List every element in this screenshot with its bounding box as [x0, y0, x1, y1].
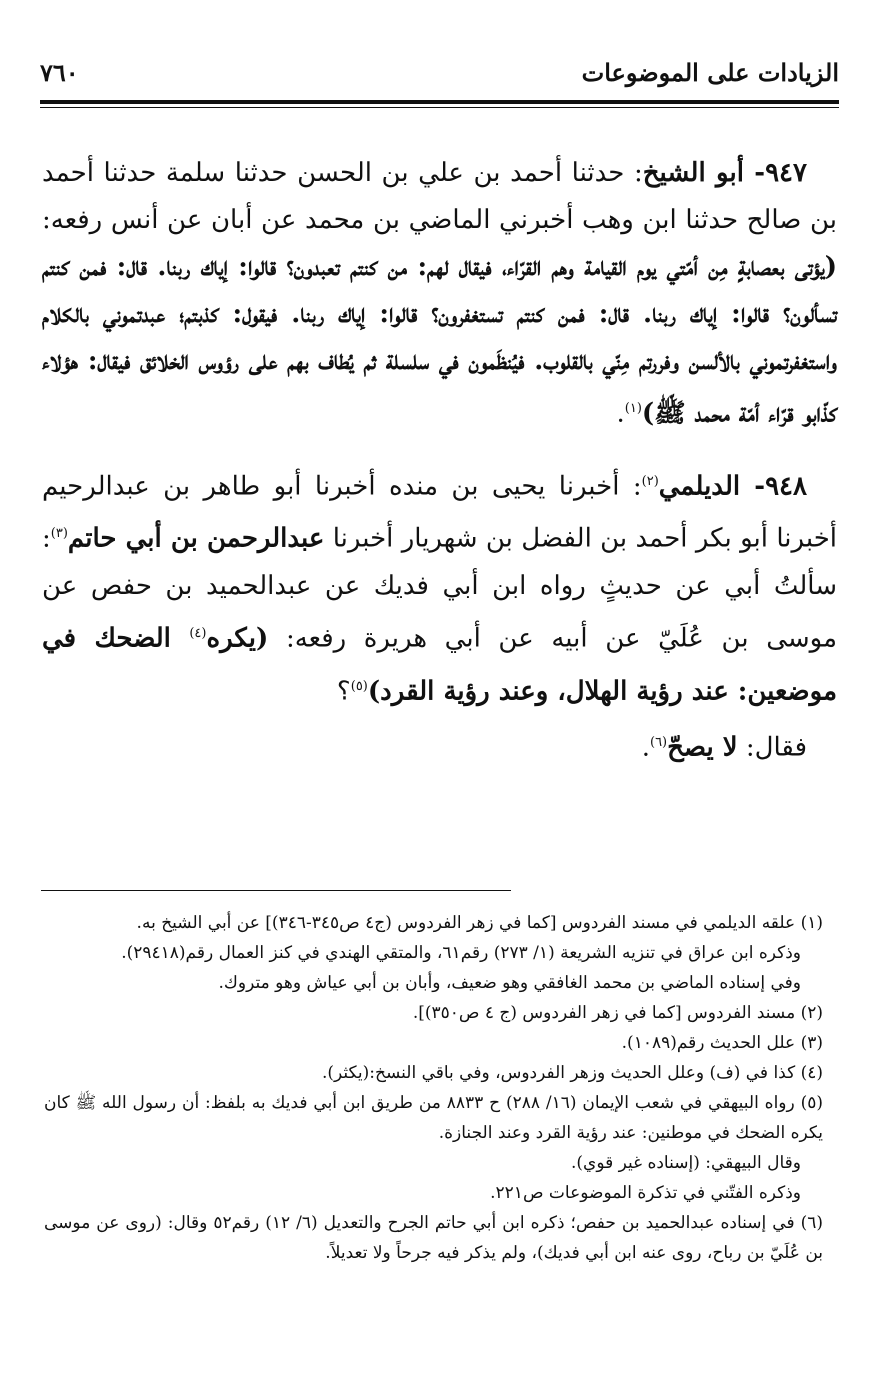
hadith-text-open: (يكره — [206, 623, 269, 654]
footnote-6: (٦) في إسناده عبدالحميد بن حفص؛ ذكره ابن أبي حاتم الجرح والتعديل (٦/ ١٢) رقم٥٢ وقال: (روى عن موسى بن عُلَيّ بن رباح، روى عنه ابن أبي فديك)، ولم يذكر فيه جرحاً ولا تعديلاً. — [44, 1213, 823, 1263]
page-number: ٧٦٠ — [40, 57, 79, 87]
footnote-ref: (٦) — [649, 735, 668, 751]
answer-text: لا يصحّ — [667, 732, 738, 763]
entry-947: ٩٤٧- أبو الشيخ: حدثنا أحمد بن علي بن الحسن حدثنا سلمة حدثنا أحمد بن صالح حدثنا ابن وهب أخبرني الماضي بن محمد عن أبان عن أنس رفعه: (يؤتى بعصابةٍ مِن أمّتي يوم القيامة وهم القرّاء، فيقال لهم: من كنتم تعبدون؟ قالوا: إياك ربنا. قال: فمن كنتم تسألون؟ قالوا: إياك ربنا. قال: فمن كنتم تستغفرون؟ قالوا: إياك ربنا. فيقول: كذبتم؛ عبدتموني بالكلام واستغفرتموني بالألسن وفررتم مِنّي بالقلوب. فيُنظَمون في سلسلة ثم يُطاف بهم على رؤوس الخلائق فيقال: هؤلاء كذّابو قرّاء أمّة محمد ﷺ)$^{(١)}$. — [42, 158, 837, 429]
footnote-3: (٣) علل الحديث رقم(١٠٨٩). — [621, 1033, 823, 1053]
main-text — [42, 150, 837, 792]
footnote-5-line: وذكره الفتّني في تذكرة الموضوعات ص٢٢١. — [490, 1183, 801, 1203]
footnote-1-line: وذكره ابن عراق في تنزيه الشريعة (١/ ٢٧٣) رقم٦١، والمتقي الهندي في كنز العمال رقم(٢٩٤١٨). — [121, 943, 801, 963]
entry-source: أبو الشيخ — [642, 158, 744, 188]
footnote-ref: (٢) — [641, 473, 659, 489]
entry-948: ٩٤٨- الديلمي$^{(٢)}$: أخبرنا يحيى بن منده أخبرنا أبو طاهر بن عبدالرحيم أخبرنا أبو بكر أحمد بن الفضل بن شهريار أخبرنا عبدالرحمن بن أبي حاتم$^{(٣)}$: سألتُ أبي عن حديثٍ رواه ابن أبي فديك عن عبدالحميد بن حفص عن موسى بن عُلَيّ عن أبيه عن أبي هريرة رفعه: (يكره$^{(٤)}$ الضحك في موضعين: عند رؤية الهلال، وعند رؤية القرد)$^{(٥)}$؟ — [42, 471, 838, 707]
footnote-5-line: وقال البيهقي: (إسناده غير قوي). — [570, 1153, 801, 1173]
footnote-1: (١) علقه الديلمي في مسند الفردوس [كما في زهر الفردوس (ج٤ ص٣٤٥-٣٤٦)] عن أبي الشيخ به. — [136, 913, 823, 933]
entry-number: ٩٤٧ — [765, 158, 807, 188]
isnad-chain: : حدثنا أحمد بن علي بن الحسن حدثنا سلمة حدثنا أحمد بن صالح حدثنا ابن وهب أخبرني الماضي بن محمد عن أبان عن أنس رفعه: — [42, 158, 837, 235]
page-header — [40, 52, 839, 92]
footnote-rule — [41, 890, 511, 891]
footnotes — [44, 908, 823, 1268]
footnote-ref: (١) — [624, 401, 642, 416]
entry-source: الديلمي — [658, 471, 741, 502]
answer-prefix: فقال: — [737, 732, 807, 763]
authority-name: عبدالرحمن بن أبي حاتم — [67, 523, 325, 554]
footnote-5: (٥) رواه البيهقي في شعب الإيمان (١٦/ ٢٨٨) ح ٨٨٣٣ من طريق ابن أبي فديك به بلفظ: أن رسول الله ﷺ كان يكره الضحك في موطنين: عند رؤية القرد وعند الجنازة. — [44, 1093, 823, 1143]
footnote-ref: (٣) — [50, 526, 68, 542]
footnote-1-line: وفي إسناده الماضي بن محمد الغافقي وهو ضعيف، وأبان بن أبي عياش وهو متروك. — [218, 973, 801, 993]
footnote-ref: (٥) — [350, 678, 368, 694]
header-rule-thin — [40, 107, 839, 108]
running-title: الزيادات على الموضوعات — [581, 57, 839, 87]
footnote-2: (٢) مسند الفردوس [كما في زهر الفردوس (ج ٤ ص٣٥٠)]. — [412, 1003, 823, 1023]
entry-948-answer: فقال: لا يصحّ$^{(٦)}$. — [641, 732, 807, 763]
isnad-chain: : أخبرنا يحيى بن منده أخبرنا أبو طاهر بن عبدالرحيم أخبرنا أبو بكر أحمد بن الفضل بن شهريار أخبرنا — [42, 471, 837, 554]
hadith-text: (يؤتى بعصابةٍ مِن أمّتي يوم القيامة وهم القرّاء، فيقال لهم: من كنتم تعبدون؟ قالوا: إياك ربنا. قال: فمن كنتم تسألون؟ قالوا: إياك ربنا. قال: فمن كنتم تستغفرون؟ قالوا: إياك ربنا. فيقول: كذبتم؛ عبدتموني بالكلام واستغفرتموني بالألسن وفررتم مِنّي بالقلوب. فيُنظَمون في سلسلة ثم يُطاف بهم على رؤوس الخلائق فيقال: هؤلاء كذّابو قرّاء أمّة محمد ﷺ) — [42, 252, 837, 429]
header-rule-thick — [40, 100, 839, 104]
footnote-ref: (٤) — [189, 625, 207, 641]
entry-number: ٩٤٨ — [765, 471, 807, 502]
footnote-4: (٤) كذا في (ف) وعلل الحديث وزهر الفردوس، وفي باقي النسخ:(يكثر). — [321, 1063, 823, 1083]
isnad-chain-2: : سألتُ أبي عن حديثٍ رواه ابن أبي فديك عن عبدالحميد بن حفص عن موسى بن عُلَيّ عن أبيه عن أبي هريرة رفعه: — [42, 523, 838, 654]
hadith-text-rest: الضحك في موضعين: عند رؤية الهلال، وعند رؤية القرد) — [42, 623, 837, 707]
